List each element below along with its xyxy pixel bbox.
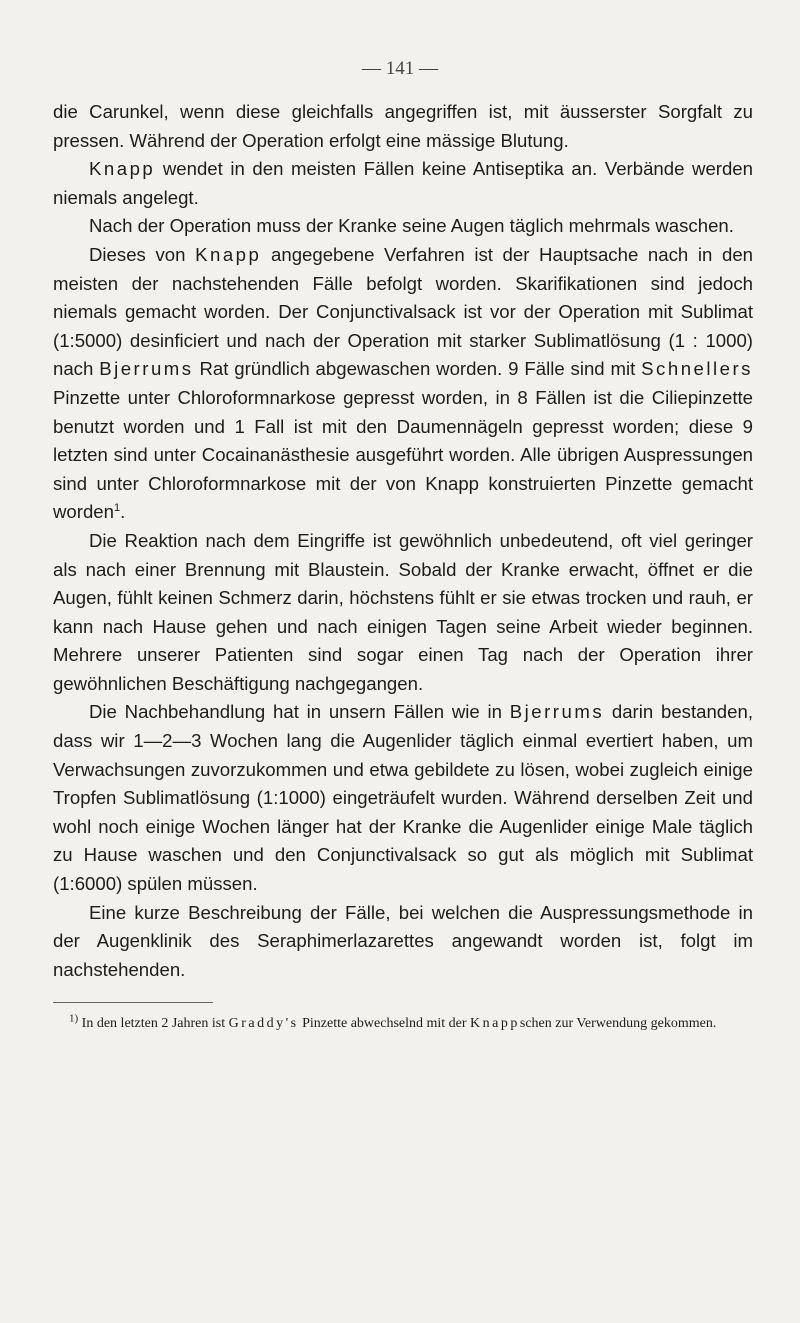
footnote-rule	[53, 1002, 213, 1003]
footnote-mark: 1)	[69, 1012, 79, 1025]
paragraph: Die Nachbehandlung hat in unsern Fällen wie in Bjerrums darin bestanden, dass wir 1—2—3 Wochen lang die Augenlider täglich einmal evertiert haben, um Verwachsungen zuvorzukommen und etwa gebildete zu lösen, wobei zugleich einige Tropfen Sublimatlösung (1:1000) eingeträufelt wurden. Während derselben Zeit und wohl noch einige Wochen länger hat der Kranke die Augenlider einige Male täglich zu Hause waschen und den Conjunctivalsack so gut als möglich mit Sublimat (1:6000) spülen müssen.	[53, 701, 753, 895]
author-name: Knapp	[195, 243, 262, 265]
page-number: — 141 —	[362, 58, 438, 79]
author-name: Bjerrums	[99, 358, 194, 380]
paragraph: Knapp wendet in den meisten Fällen keine Antiseptika an. Verbände werden niemals angelegt.	[53, 158, 753, 208]
author-name: Graddy's	[228, 1016, 299, 1031]
author-name: Bjerrums	[509, 701, 605, 723]
footnote-ref: 1	[113, 502, 121, 515]
body-text	[53, 98, 753, 984]
author-name: Knapp	[470, 1016, 520, 1031]
paragraph: Nach der Operation muss der Kranke seine Augen täglich mehrmals waschen.	[89, 215, 734, 237]
paragraph: Die Reaktion nach dem Eingriffe ist gewöhnlich unbedeutend, oft viel geringer als nach einer Brennung mit Blaustein. Sobald der Kranke erwacht, öffnet er die Augen, fühlt keinen Schmerz darin, höchstens fühlt er sie etwas trocken und rauh, er kann nach Hause gehen und nach einigen Tagen seine Arbeit wieder beginnen. Mehrere unserer Patienten sind sogar einen Tag nach der Operation ihrer gewöhnlichen Beschäftigung nachgegangen.	[53, 529, 753, 694]
paragraph: Dieses von Knapp angegebene Verfahren ist der Hauptsache nach in den meisten der nachstehenden Fälle befolgt worden. Skarifikationen sind jedoch niemals gemacht worden. Der Conjunctivalsack ist vor der Operation mit Sublimat (1:5000) desinficiert und nach der Operation mit starker Sublimatlösung (1 : 1000) nach Bjerrums Rat gründlich abgewaschen worden. 9 Fälle sind mit Schnellers Pinzette unter Chloroformnarkose gepresst worden, in 8 Fällen ist die Ciliepinzette benutzt worden und 1 Fall ist mit den Daumennägeln gepresst worden; diese 9 letzten sind unter Cocainanästhesie ausgeführt worden. Alle übrigen Auspressungen sind unter Chloroformnarkose mit der von Knapp konstruierten Pinzette gemacht worden$^1$.	[53, 243, 753, 523]
paragraph: Eine kurze Beschreibung der Fälle, bei welchen die Auspressungsmethode in der Augenklinik des Seraphimerlazarettes angewandt worden ist, folgt im nachstehenden.	[53, 901, 753, 980]
footnote: $^{1)}$ In den letzten 2 Jahren ist Graddy's Pinzette abwechselnd mit der Knappschen zur Verwendung gekommen.	[69, 1012, 717, 1031]
paragraph: die Carunkel, wenn diese gleichfalls angegriffen ist, mit äusserster Sorgfalt zu pressen. Während der Operation erfolgt eine mässige Blutung.	[53, 101, 753, 151]
author-name: Schnellers	[641, 358, 753, 380]
author-name: Knapp	[89, 158, 156, 180]
